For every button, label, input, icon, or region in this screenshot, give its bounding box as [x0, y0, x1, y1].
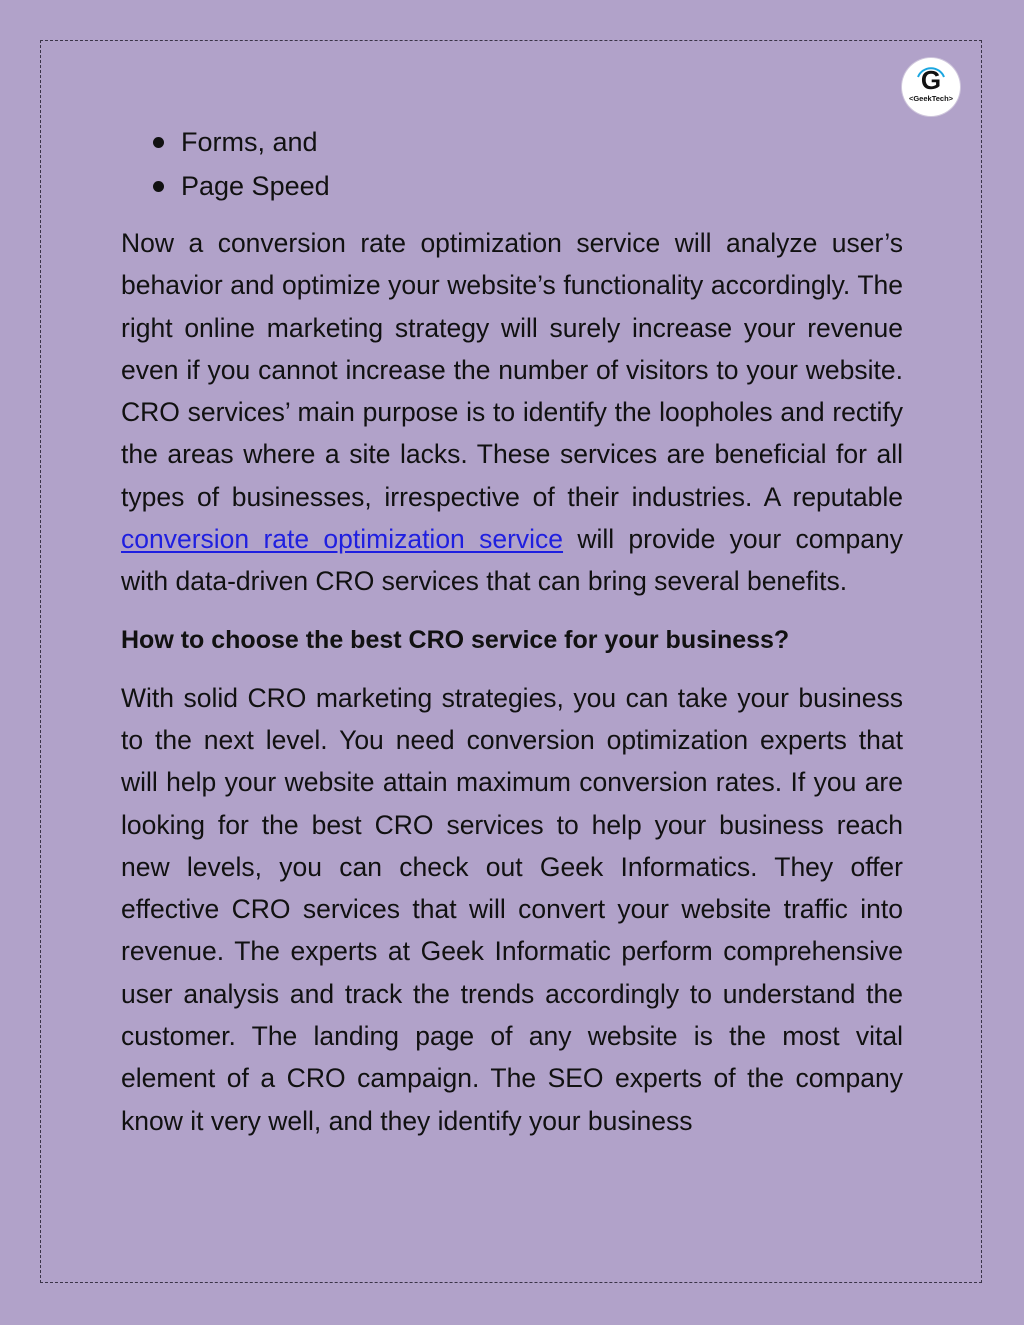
list-item-text: Page Speed: [181, 171, 330, 201]
bullet-icon: [153, 181, 164, 192]
logo-letter: G: [920, 65, 942, 95]
geektech-logo-icon: [902, 58, 960, 116]
paragraph-choose-cro: With solid CRO marketing strategies, you can take your business to the next level. You need conversion optimization experts that will help your website attain maximum conversion rates. If you are looking for the best CRO services to help your business reach new levels, you can check out Geek Informatics. They offer effective CRO services that will convert your website traffic into revenue. The experts at Geek Informatic perform comprehensive user analysis and track the trends accordingly to understand the customer. The landing page of any website is the most vital element of a CRO campaign. The SEO experts of the company know it very well, and they identify your business: [121, 682, 903, 1136]
list-item: [121, 120, 903, 164]
section-heading: How to choose the best CRO service for your business?: [121, 625, 790, 654]
paragraph-text-after-link: will provide your company with data-driven CRO services that can bring several benefits.: [121, 524, 903, 597]
list-item-text: Forms, and: [181, 127, 318, 157]
list-item: [121, 164, 903, 208]
logo-label: <GeekTech>: [908, 94, 954, 103]
bullet-list: [121, 120, 903, 208]
paragraph-text-before-link: Now a conversion rate optimization service will analyze user’s behavior and optimize your website’s functionality accordingly. The right online marketing strategy will surely increase your revenue even if you cannot increase the number of visitors to your website. CRO services’ main purpose is to identify the loopholes and rectify the areas where a site lacks. These services are beneficial for all types of businesses, irrespective of their industries. A reputable: [121, 228, 903, 512]
geektech-logo: [902, 58, 960, 116]
cro-service-link[interactable]: conversion rate optimization service: [121, 524, 564, 555]
bullet-icon: [153, 137, 164, 148]
paragraph-cro-service: [121, 222, 903, 603]
document-body: [121, 120, 903, 1142]
